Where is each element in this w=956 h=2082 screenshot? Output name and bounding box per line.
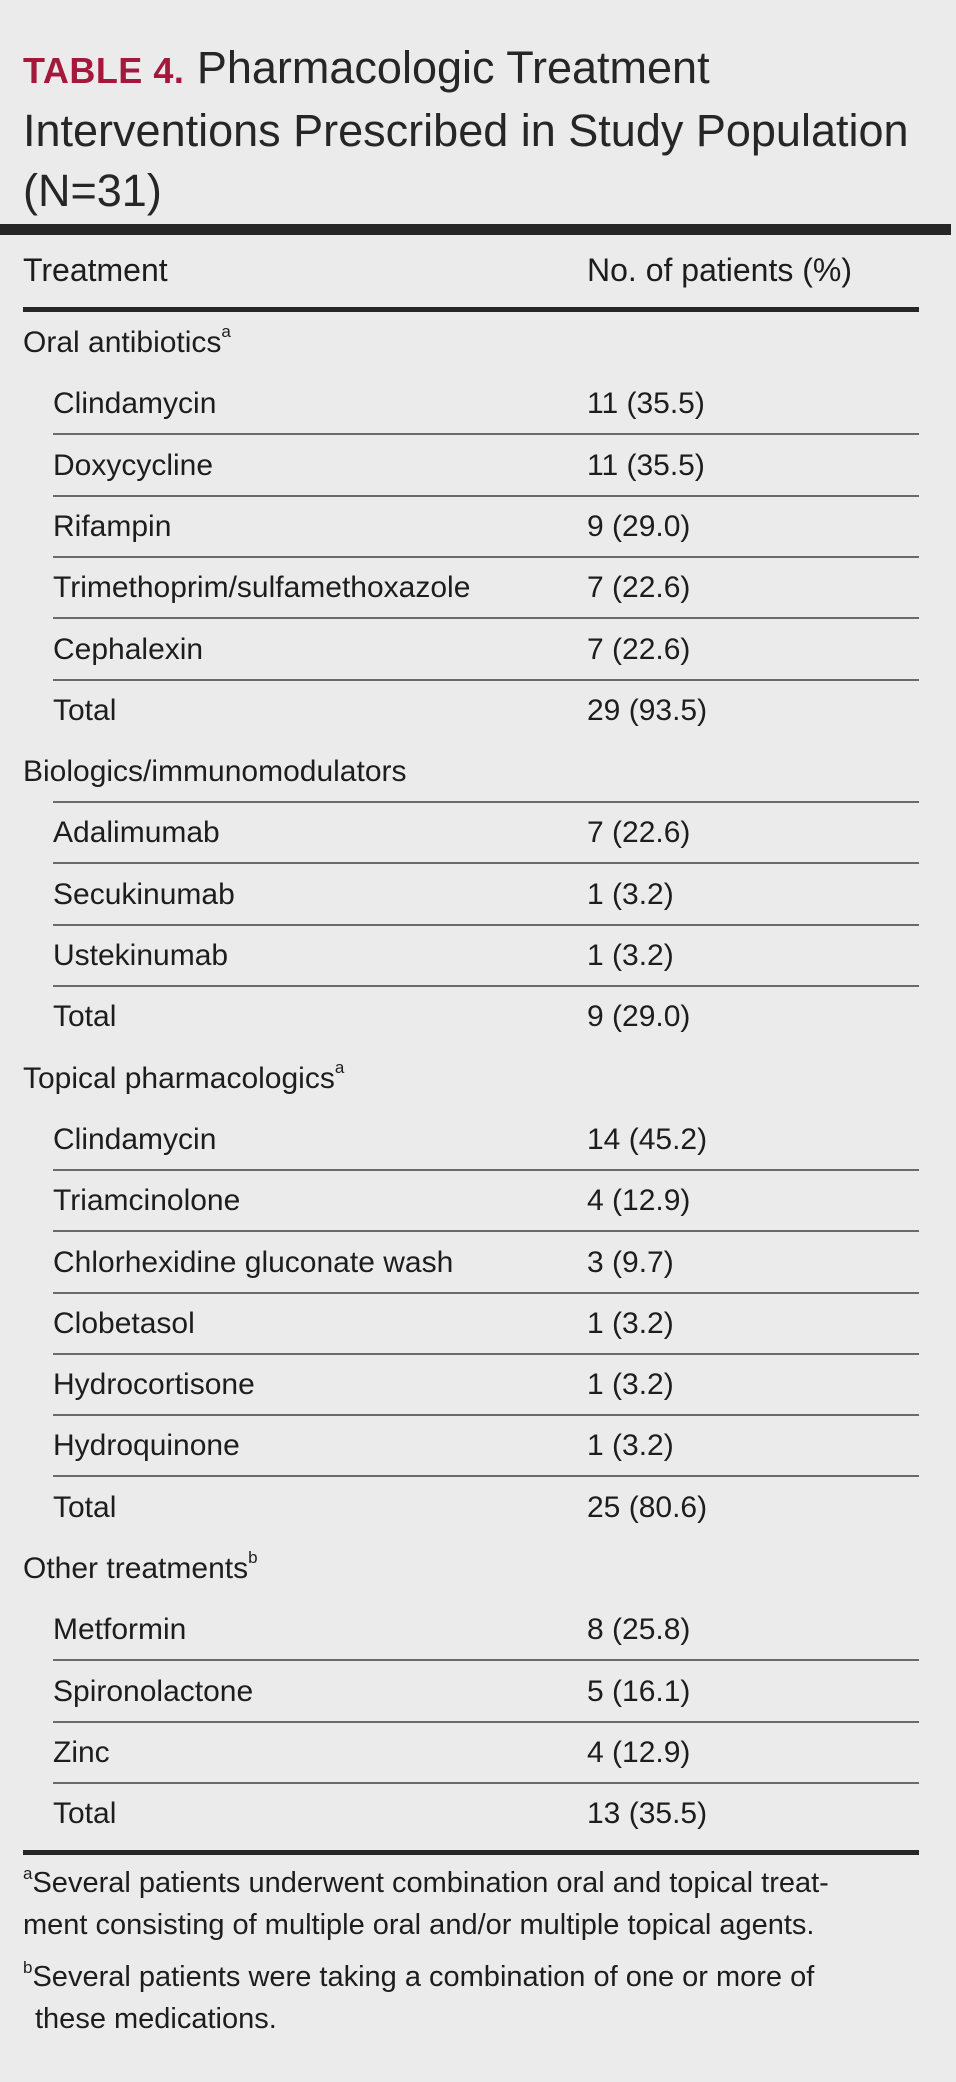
patient-count: 14 (45.2) (587, 1122, 708, 1156)
treatment-name: Ustekinumab (53, 939, 229, 972)
patient-count: 1 (3.2) (587, 877, 674, 911)
table-row (0, 925, 956, 986)
patient-count: 9 (29.0) (587, 1000, 691, 1034)
treatment-name: Chlorhexidine gluconate wash (53, 1245, 454, 1279)
table-row (0, 1599, 956, 1660)
patient-count: 13 (35.5) (587, 1797, 708, 1831)
table-row (0, 1415, 956, 1476)
treatment-name: Hydrocortisone (53, 1368, 255, 1402)
treatment-name: Clindamycin (53, 1122, 217, 1156)
patient-count: 11 (35.5) (587, 387, 705, 421)
footnote-a-line1: Several patients underwent combination oral and topical treat- (32, 1867, 829, 1899)
footnote-a-line2: ment consisting of multiple oral and/or multiple topical agents. (23, 1909, 815, 1941)
table-row (0, 680, 956, 741)
treatment-name: Adalimumab (53, 816, 220, 850)
patient-count: 7 (22.6) (587, 816, 691, 850)
top-rule (0, 224, 951, 235)
treatment-name: Rifampin (53, 509, 172, 543)
treatment-name: Total (53, 1000, 117, 1034)
section-row (0, 1538, 956, 1599)
patient-count: 25 (80.6) (587, 1490, 708, 1524)
table-row (0, 1232, 956, 1293)
treatment-name: Total (53, 1797, 117, 1831)
table-row (0, 1722, 956, 1783)
treatment-name: Hydroquinone (53, 1429, 240, 1463)
patient-count: 1 (3.2) (587, 1306, 674, 1340)
footnote-b (23, 1956, 903, 2040)
table-title (23, 38, 923, 221)
treatment-name: Clobetasol (53, 1306, 195, 1340)
section-name: Biologics/immunomodulators (23, 755, 407, 789)
table-row (0, 1661, 956, 1722)
patient-count: 5 (16.1) (587, 1674, 691, 1708)
treatment-name: Secukinumab (53, 877, 235, 911)
patient-count: 1 (3.2) (587, 1429, 674, 1463)
footnote-a-mark: a (23, 1864, 33, 1883)
header-patients: No. of patients (%) (587, 252, 852, 288)
section-label (23, 1048, 344, 1109)
section-name: Other treatments (23, 1552, 249, 1585)
footnote-b-mark: b (23, 1958, 33, 1977)
header-treatment: Treatment (23, 252, 168, 288)
table-row (0, 619, 956, 680)
treatment-name: Total (53, 1490, 117, 1524)
section-name: Topical pharmacologics (23, 1061, 335, 1095)
table-row (0, 1477, 956, 1538)
treatment-name: Cephalexin (53, 632, 204, 666)
footnote-b-line2: these medications. (35, 2003, 277, 2035)
table-label: TABLE 4. (23, 50, 185, 91)
footnote-marker: a (221, 322, 231, 341)
section-label (23, 741, 407, 802)
patient-count: 1 (3.2) (587, 1368, 674, 1402)
table-row (0, 435, 956, 496)
table-row (0, 496, 956, 557)
footnote-a (23, 1862, 903, 1946)
treatment-name: Trimethoprim/sulfamethoxazole (53, 571, 471, 605)
table-row (0, 1354, 956, 1415)
treatment-name: Triamcinolone (53, 1184, 241, 1218)
patient-count: 7 (22.6) (587, 632, 691, 666)
footnote-marker: b (248, 1548, 258, 1567)
section-row (0, 741, 956, 802)
table-row (0, 373, 956, 434)
patient-count: 29 (93.5) (587, 693, 708, 727)
patient-count: 3 (9.7) (587, 1245, 674, 1279)
footnote-marker: a (334, 1057, 345, 1077)
section-label (23, 1538, 258, 1599)
table-row (0, 1109, 956, 1170)
table-title-text: Pharmacologic Treatment Interventions Prescribed in Study Population (N=31) (23, 42, 909, 216)
patient-count: 11 (35.5) (587, 448, 705, 482)
treatment-name: Clindamycin (53, 387, 217, 421)
patient-count: 7 (22.6) (587, 571, 691, 605)
bottom-rule (23, 1850, 919, 1855)
patient-count: 4 (12.9) (587, 1735, 691, 1769)
section-row (0, 1048, 956, 1109)
section-name: Oral antibiotics (23, 326, 222, 359)
patient-count: 9 (29.0) (587, 509, 691, 543)
footnote-b-line1: Several patients were taking a combination of one or more of (32, 1961, 815, 1993)
table-row (0, 986, 956, 1047)
table-row (0, 802, 956, 863)
table-row (0, 557, 956, 618)
table-row (0, 1783, 956, 1844)
section-row (0, 312, 956, 373)
patient-count: 4 (12.9) (587, 1184, 691, 1218)
table-row (0, 1170, 956, 1231)
table-row (0, 864, 956, 925)
patient-count: 1 (3.2) (587, 939, 674, 972)
treatment-name: Total (53, 693, 117, 727)
section-label (23, 312, 231, 373)
patient-count: 8 (25.8) (587, 1613, 691, 1647)
treatment-name: Metformin (53, 1613, 187, 1647)
table-row (0, 1293, 956, 1354)
treatment-name: Spironolactone (53, 1674, 254, 1708)
treatment-name: Doxycycline (53, 448, 214, 482)
treatment-name: Zinc (53, 1735, 110, 1769)
